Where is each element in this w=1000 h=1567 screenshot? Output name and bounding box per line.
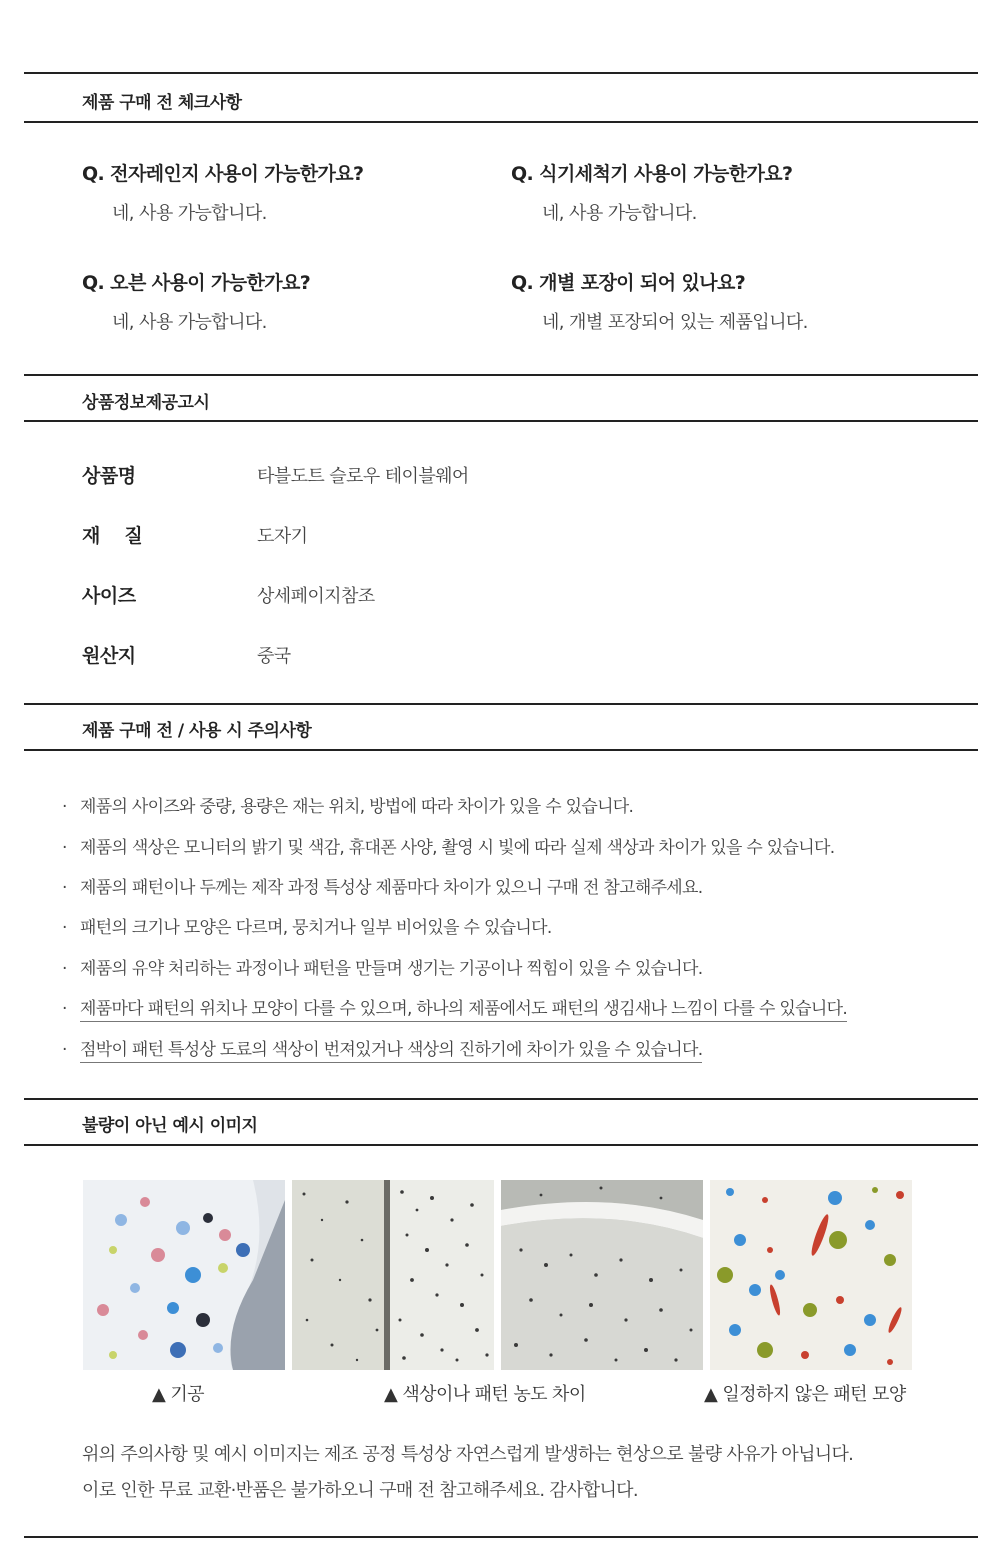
section-divider-top bbox=[24, 72, 978, 74]
example-caption-density: ▲ 색상이나 패턴 농도 차이 bbox=[384, 1384, 586, 1405]
faq-answer: 네, 사용 가능합니다. bbox=[542, 203, 697, 224]
example-photo-density-b bbox=[501, 1180, 703, 1370]
section-divider bbox=[24, 703, 978, 705]
spec-label-origin: 원산지 bbox=[82, 645, 136, 667]
section-divider bbox=[24, 1144, 978, 1146]
example-caption-pores: ▲ 기공 bbox=[152, 1384, 204, 1405]
caution-item bbox=[62, 873, 702, 898]
spec-value-material: 도자기 bbox=[257, 526, 308, 547]
example-photo-density-a bbox=[292, 1180, 494, 1370]
bullet-icon: · bbox=[62, 1040, 67, 1060]
bullet-icon: · bbox=[62, 999, 67, 1019]
check-section-title: 제품 구매 전 체크사항 bbox=[82, 93, 242, 113]
bullet-icon: · bbox=[62, 918, 67, 938]
caution-text-underlined: 제품마다 패턴의 위치나 모양이 다를 수 있으며, 하나의 제품에서도 패턴의 생김새나 느낌이 다를 수 있습니다. bbox=[80, 999, 847, 1022]
caution-text: 제품의 유약 처리하는 과정이나 패턴을 만들며 생기는 기공이나 찍힘이 있을 수 있습니다. bbox=[80, 959, 703, 979]
caution-item bbox=[62, 954, 702, 979]
caution-section-title: 제품 구매 전 / 사용 시 주의사항 bbox=[82, 721, 312, 741]
spec-label-material: 재 질 bbox=[82, 525, 143, 547]
footer-note: 이로 인한 무료 교환·반품은 불가하오니 구매 전 참고해주세요. 감사합니다. bbox=[82, 1480, 638, 1501]
faq-answer: 네, 사용 가능합니다. bbox=[112, 203, 267, 224]
info-section-title: 상품정보제공고시 bbox=[82, 393, 210, 413]
faq-question: Q. 개별 포장이 되어 있나요? bbox=[511, 272, 746, 294]
caution-item bbox=[62, 792, 633, 817]
section-divider bbox=[24, 374, 978, 376]
spec-label-size: 사이즈 bbox=[82, 585, 136, 607]
section-divider-bottom bbox=[24, 1536, 978, 1538]
example-photo-pores bbox=[83, 1180, 285, 1370]
section-divider bbox=[24, 749, 978, 751]
spec-value-origin: 중국 bbox=[257, 646, 291, 667]
caution-text: 제품의 사이즈와 중량, 용량은 재는 위치, 방법에 따라 차이가 있을 수 있습니다. bbox=[80, 797, 634, 817]
section-divider bbox=[24, 420, 978, 422]
footer-note: 위의 주의사항 및 예시 이미지는 제조 공정 특성상 자연스럽게 발생하는 현상으로 불량 사유가 아닙니다. bbox=[82, 1444, 854, 1465]
bullet-icon: · bbox=[62, 878, 67, 898]
caution-text: 제품의 패턴이나 두께는 제작 과정 특성상 제품마다 차이가 있으니 구매 전 참고해주세요. bbox=[80, 878, 703, 898]
spec-label-name: 상품명 bbox=[82, 465, 136, 487]
section-divider bbox=[24, 121, 978, 123]
bullet-icon: · bbox=[62, 959, 67, 979]
faq-answer: 네, 사용 가능합니다. bbox=[112, 312, 267, 333]
caution-text: 제품의 색상은 모니터의 밝기 및 색감, 휴대폰 사양, 촬영 시 빛에 따라 실제 색상과 차이가 있을 수 있습니다. bbox=[80, 838, 835, 858]
caution-item bbox=[62, 833, 834, 858]
caution-item bbox=[62, 1035, 702, 1060]
example-section-title: 불량이 아닌 예시 이미지 bbox=[82, 1116, 258, 1136]
caution-item bbox=[62, 994, 847, 1019]
bullet-icon: · bbox=[62, 797, 67, 817]
caution-text-underlined: 점박이 패턴 특성상 도료의 색상이 번져있거나 색상의 진하기에 차이가 있을 수 있습니다. bbox=[80, 1040, 702, 1063]
example-photo-irregular bbox=[710, 1180, 912, 1370]
faq-question: Q. 오븐 사용이 가능한가요? bbox=[82, 272, 311, 294]
bullet-icon: · bbox=[62, 838, 67, 858]
section-divider bbox=[24, 1098, 978, 1100]
spec-value-size: 상세페이지참조 bbox=[257, 586, 375, 607]
example-caption-irregular: ▲ 일정하지 않은 패턴 모양 bbox=[704, 1384, 906, 1405]
faq-answer: 네, 개별 포장되어 있는 제품입니다. bbox=[542, 312, 808, 333]
spec-value-name: 타블도트 슬로우 테이블웨어 bbox=[257, 466, 469, 487]
faq-question: Q. 전자레인지 사용이 가능한가요? bbox=[82, 163, 364, 185]
caution-item bbox=[62, 913, 552, 938]
faq-question: Q. 식기세척기 사용이 가능한가요? bbox=[511, 163, 793, 185]
caution-text: 패턴의 크기나 모양은 다르며, 뭉치거나 일부 비어있을 수 있습니다. bbox=[80, 918, 552, 938]
